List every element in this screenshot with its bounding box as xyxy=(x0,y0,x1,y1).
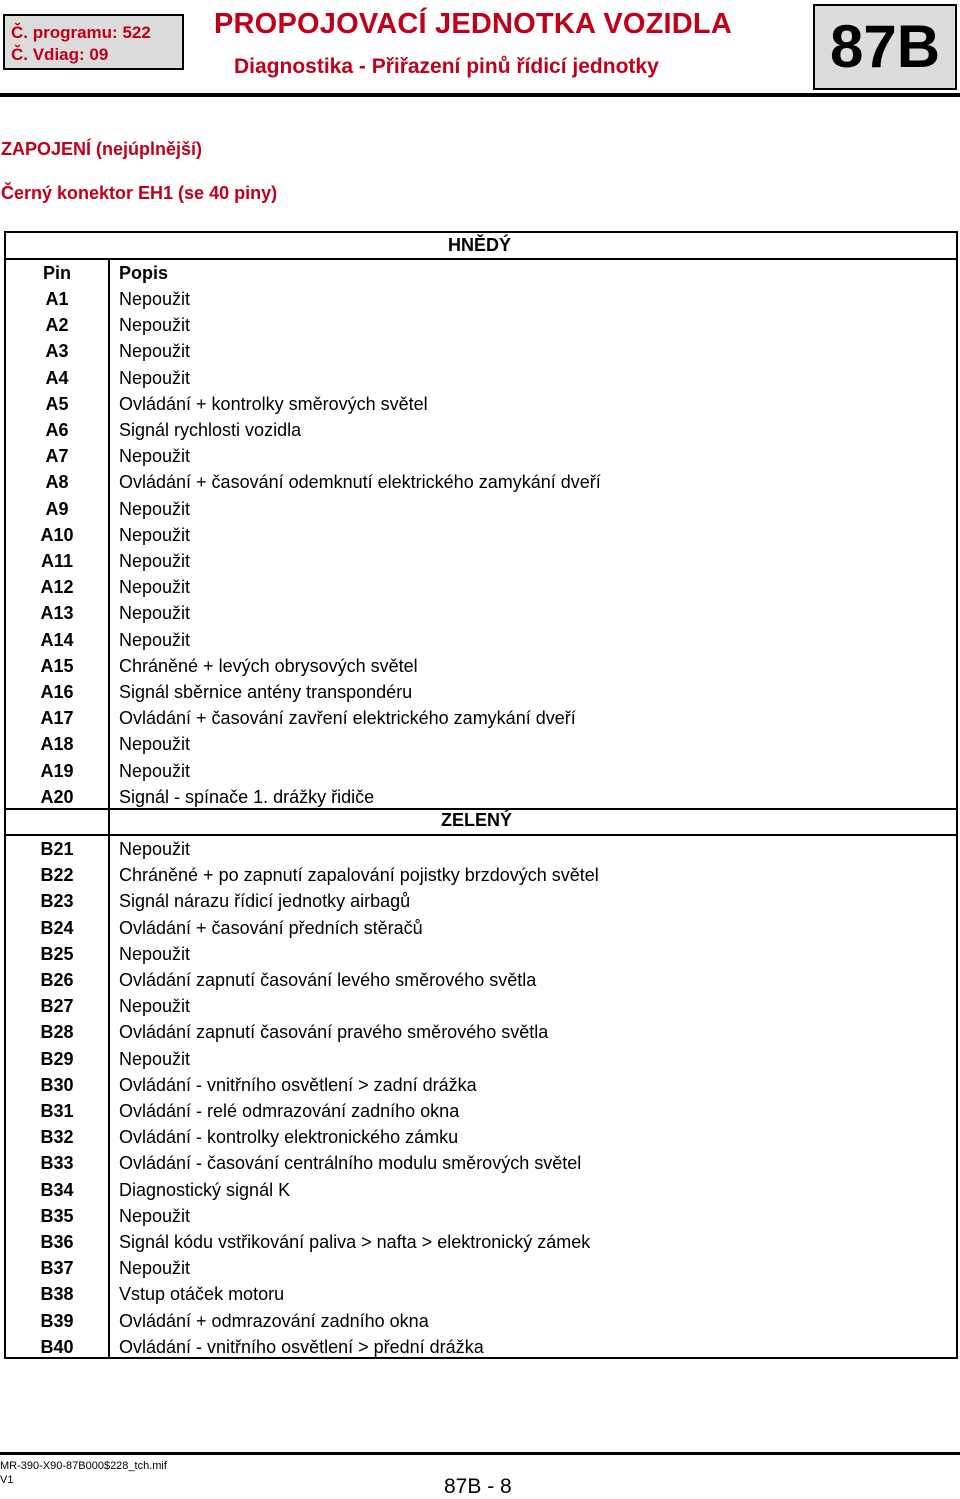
table-row xyxy=(6,679,956,705)
pin-cell: B33 xyxy=(40,1153,74,1174)
footer-divider xyxy=(0,1452,960,1455)
description-cell: Ovládání + časování zavření elektrického zamykání dveří xyxy=(119,708,576,729)
pin-cell: B25 xyxy=(40,943,74,964)
pin-cell: A5 xyxy=(45,393,69,414)
description-cell: Nepoužit xyxy=(119,315,191,336)
description-cell: Nepoužit xyxy=(119,734,191,755)
table-row xyxy=(6,1019,956,1045)
pin-cell: A18 xyxy=(40,734,74,755)
table-row xyxy=(6,1334,956,1360)
group-label-green: ZELENÝ xyxy=(441,810,513,830)
description-cell: Nepoužit xyxy=(119,1048,191,1069)
table-row xyxy=(6,862,956,888)
pin-cell: A3 xyxy=(45,341,69,362)
pin-cell: B40 xyxy=(40,1336,74,1357)
page-number: 87B - 8 xyxy=(444,1475,512,1498)
pin-cell: A15 xyxy=(40,655,74,676)
description-cell: Chráněné + levých obrysových světel xyxy=(119,655,418,676)
pin-cell: B28 xyxy=(40,1022,74,1043)
description-cell: Diagnostický signál K xyxy=(119,1179,291,1200)
pin-cell: B35 xyxy=(40,1205,74,1226)
pin-cell: A13 xyxy=(40,603,74,624)
table-row xyxy=(6,496,956,522)
pin-cell: B21 xyxy=(40,839,74,859)
pin-cell: B23 xyxy=(40,891,74,912)
table-row xyxy=(6,338,956,364)
pin-cell: B30 xyxy=(40,1074,74,1095)
table-row xyxy=(6,653,956,679)
table-row xyxy=(6,1308,956,1334)
table-row xyxy=(6,758,956,784)
table-row xyxy=(6,312,956,338)
pin-cell: B32 xyxy=(40,1127,74,1148)
table-row xyxy=(6,705,956,731)
pin-cell: A10 xyxy=(40,524,74,545)
pin-cell: B39 xyxy=(40,1310,74,1331)
table-row xyxy=(6,1255,956,1281)
description-cell: Nepoužit xyxy=(119,943,191,964)
table-row xyxy=(6,1203,956,1229)
column-header-description: Popis xyxy=(119,263,169,283)
pin-cell: B24 xyxy=(40,917,74,938)
description-cell: Nepoužit xyxy=(119,603,191,624)
description-cell: Nepoužit xyxy=(119,996,191,1017)
table-row xyxy=(6,574,956,600)
description-cell: Ovládání - vnitřního osvětlení > zadní drážka xyxy=(119,1074,477,1095)
table-row xyxy=(6,1072,956,1098)
table-row xyxy=(6,836,956,862)
pin-cell: B22 xyxy=(40,865,74,886)
table-row xyxy=(6,1124,956,1150)
pin-table xyxy=(4,231,958,1359)
pin-cell: B29 xyxy=(40,1048,74,1069)
pin-cell: B34 xyxy=(40,1179,74,1200)
description-cell: Nepoužit xyxy=(119,839,191,859)
description-cell: Nepoužit xyxy=(119,289,191,309)
description-cell: Signál nárazu řídicí jednotky airbagů xyxy=(119,891,411,912)
description-cell: Nepoužit xyxy=(119,1258,191,1279)
table-row xyxy=(6,941,956,967)
description-cell: Ovládání zapnutí časování pravého směrového světla xyxy=(119,1022,549,1043)
pin-cell: A4 xyxy=(45,367,69,388)
pin-cell: B27 xyxy=(40,996,74,1017)
pin-cell: B36 xyxy=(40,1232,74,1252)
connector-heading: Černý konektor EH1 (se 40 piny) xyxy=(1,183,278,203)
description-cell: Nepoužit xyxy=(119,524,191,545)
description-cell: Nepoužit xyxy=(119,498,191,519)
pin-cell: B37 xyxy=(40,1258,74,1279)
pin-cell: B31 xyxy=(40,1101,74,1121)
description-cell: Nepoužit xyxy=(119,367,191,388)
table-header-row xyxy=(6,260,956,286)
program-number: Č. programu: 522 xyxy=(11,23,151,42)
description-cell: Ovládání zapnutí časování levého směrového světla xyxy=(119,970,537,990)
table-row xyxy=(6,1150,956,1176)
pin-cell: A20 xyxy=(40,786,74,807)
description-cell: Chráněné + po zapnutí zapalování pojistky brzdových světel xyxy=(119,865,599,886)
description-cell: Signál kódu vstřikování paliva > nafta > elektronický zámek xyxy=(119,1232,591,1252)
description-cell: Signál sběrnice antény transpondéru xyxy=(119,682,413,702)
table-row xyxy=(6,469,956,495)
pin-cell: A9 xyxy=(45,498,69,519)
table-row xyxy=(6,1177,956,1203)
table-row xyxy=(6,1281,956,1307)
pin-cell: A8 xyxy=(45,472,69,493)
description-cell: Ovládání - kontrolky elektronického zámku xyxy=(119,1127,459,1148)
description-cell: Ovládání + časování odemknutí elektrického zamykání dveří xyxy=(119,472,601,493)
section-heading: ZAPOJENÍ (nejúplnější) xyxy=(1,139,203,159)
description-cell: Ovládání + časování předních stěračů xyxy=(119,917,423,938)
table-row xyxy=(6,731,956,757)
description-cell: Ovládání + odmrazování zadního okna xyxy=(119,1310,429,1331)
vdiag-number: Č. Vdiag: 09 xyxy=(11,45,109,64)
pin-cell: A14 xyxy=(40,629,74,650)
description-cell: Nepoužit xyxy=(119,551,191,571)
table-row xyxy=(6,443,956,469)
column-header-pin: Pin xyxy=(42,263,71,283)
pin-cell: A16 xyxy=(40,682,74,702)
description-cell: Ovládání - relé odmrazování zadního okna xyxy=(119,1101,460,1121)
group-label-brown: HNĚDÝ xyxy=(448,235,512,255)
table-row xyxy=(6,286,956,312)
pin-cell: A1 xyxy=(45,289,69,309)
description-cell: Ovládání + kontrolky směrových světel xyxy=(119,393,428,414)
table-row xyxy=(6,1046,956,1072)
pin-cell: B38 xyxy=(40,1284,74,1305)
pin-cell: A2 xyxy=(45,315,69,336)
table-row xyxy=(6,888,956,914)
description-cell: Signál - spínače 1. drážky řidiče xyxy=(119,786,375,807)
table-row xyxy=(6,365,956,391)
description-cell: Nepoužit xyxy=(119,760,191,781)
description-cell: Ovládání - vnitřního osvětlení > přední drážka xyxy=(119,1336,484,1357)
pin-cell: A11 xyxy=(40,551,74,571)
table-row xyxy=(6,600,956,626)
table-row xyxy=(6,522,956,548)
description-cell: Nepoužit xyxy=(119,1205,191,1226)
section-code: 87B xyxy=(813,4,957,90)
description-cell: Nepoužit xyxy=(119,577,191,598)
description-cell: Nepoužit xyxy=(119,341,191,362)
description-cell: Vstup otáček motoru xyxy=(119,1284,285,1305)
pin-cell: A17 xyxy=(40,708,74,729)
page-title: PROPOJOVACÍ JEDNOTKA VOZIDLA xyxy=(214,8,732,40)
table-row xyxy=(6,993,956,1019)
table-row xyxy=(6,784,956,810)
page-subtitle: Diagnostika - Přiřazení pinů řídicí jednotky xyxy=(234,55,659,78)
header-divider xyxy=(0,93,960,97)
table-row xyxy=(6,967,956,993)
table-row xyxy=(6,391,956,417)
table-row xyxy=(6,1229,956,1255)
description-cell: Ovládání - časování centrálního modulu směrových světel xyxy=(119,1153,582,1174)
pin-cell: A19 xyxy=(40,760,74,781)
table-row xyxy=(6,417,956,443)
program-info-box xyxy=(3,14,184,70)
footer-file-reference: MR-390-X90-87B000$228_tch.mif xyxy=(0,1460,167,1472)
description-cell: Signál rychlosti vozidla xyxy=(119,420,302,440)
pin-cell: A6 xyxy=(45,420,69,440)
table-row xyxy=(6,548,956,574)
pin-cell: B26 xyxy=(40,970,74,990)
table-row xyxy=(6,1098,956,1124)
footer-version: V1 xyxy=(0,1474,14,1486)
table-row xyxy=(6,915,956,941)
table-row xyxy=(6,627,956,653)
description-cell: Nepoužit xyxy=(119,629,191,650)
pin-cell: A7 xyxy=(45,446,69,467)
description-cell: Nepoužit xyxy=(119,446,191,467)
pin-cell: A12 xyxy=(40,577,74,598)
